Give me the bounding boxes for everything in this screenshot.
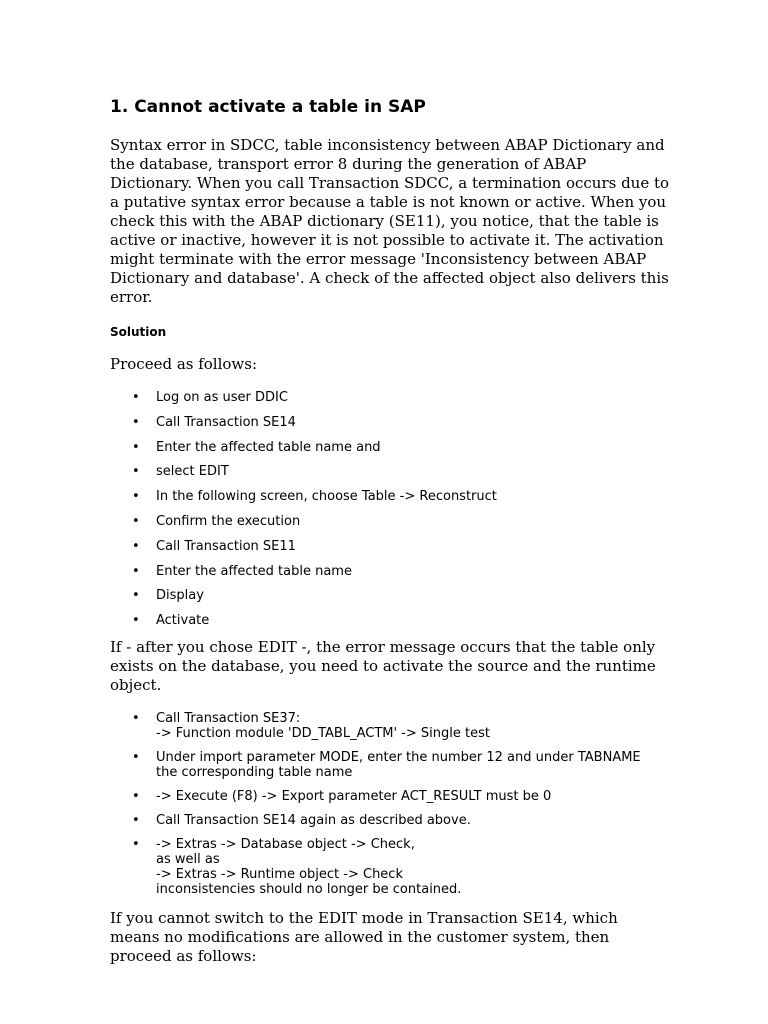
list-item: • Call Transaction SE11 [110, 539, 670, 554]
list-item-line: • Call Transaction SE37: [156, 710, 301, 726]
final-paragraph: If you cannot switch to the EDIT mode in Transaction SE14, which means no modifications are allowed in the customer system, then proceed as follows: [110, 908, 618, 965]
list-item: • Log on as user DDIC [110, 390, 670, 405]
list-item: • Confirm the execution [110, 514, 670, 529]
list-item [110, 813, 670, 828]
steps-list [110, 390, 670, 628]
list-item [110, 837, 670, 897]
list-item: • Enter the affected table name [110, 564, 670, 579]
proceed-paragraph: Proceed as follows: [110, 355, 258, 373]
list-item-line: inconsistencies should no longer be contained. [156, 881, 462, 897]
list-item: • Enter the affected table name and [110, 440, 670, 455]
list-item [110, 750, 670, 780]
document-title: 1. Cannot activate a table in SAP [110, 97, 426, 117]
list-item: • Call Transaction SE14 [110, 415, 670, 430]
edit-paragraph: If - after you chose EDIT -, the error message occurs that the table only exists on the database, you need to activate the source and the runtime object. [110, 637, 656, 694]
document-content [110, 96, 670, 966]
intro-paragraph: Syntax error in SDCC, table inconsistency between ABAP Dictionary and the database, transport error 8 during the generation of ABAP Dictionary. When you call Transaction SDCC, a termination occurs due to a putative syntax error because a table is not known or active. When you check this with the ABAP dictionary (SE11), you notice, that the table is active or inactive, however it is not possible to activate it. The activation might terminate with the error message 'Inconsistency between ABAP Dictionary and database'. A check of the affected object also delivers this error. [110, 136, 670, 306]
list-item [110, 789, 670, 804]
list-item-line: • Under import parameter MODE, enter the number 12 and under TABNAME [156, 749, 641, 765]
solution-heading: Solution [110, 325, 167, 339]
list-item-line: • -> Execute (F8) -> Export parameter ACT_RESULT must be 0 [156, 788, 552, 804]
list-item-line: • -> Extras -> Database object -> Check, [156, 836, 415, 852]
list-item: • Display [110, 588, 670, 603]
list-item: • In the following screen, choose Table -> Reconstruct [110, 489, 670, 504]
list-item-line: -> Extras -> Runtime object -> Check [156, 866, 403, 882]
edit-steps-list [110, 711, 670, 897]
list-item: • select EDIT [110, 464, 670, 479]
list-item: • Activate [110, 613, 670, 628]
list-item-line: as well as [156, 851, 220, 867]
list-item-line: -> Function module 'DD_TABL_ACTM' -> Single test [156, 725, 490, 741]
list-item-line: the corresponding table name [156, 764, 353, 780]
list-item-line: • Call Transaction SE14 again as described above. [156, 812, 471, 828]
list-item [110, 711, 670, 741]
